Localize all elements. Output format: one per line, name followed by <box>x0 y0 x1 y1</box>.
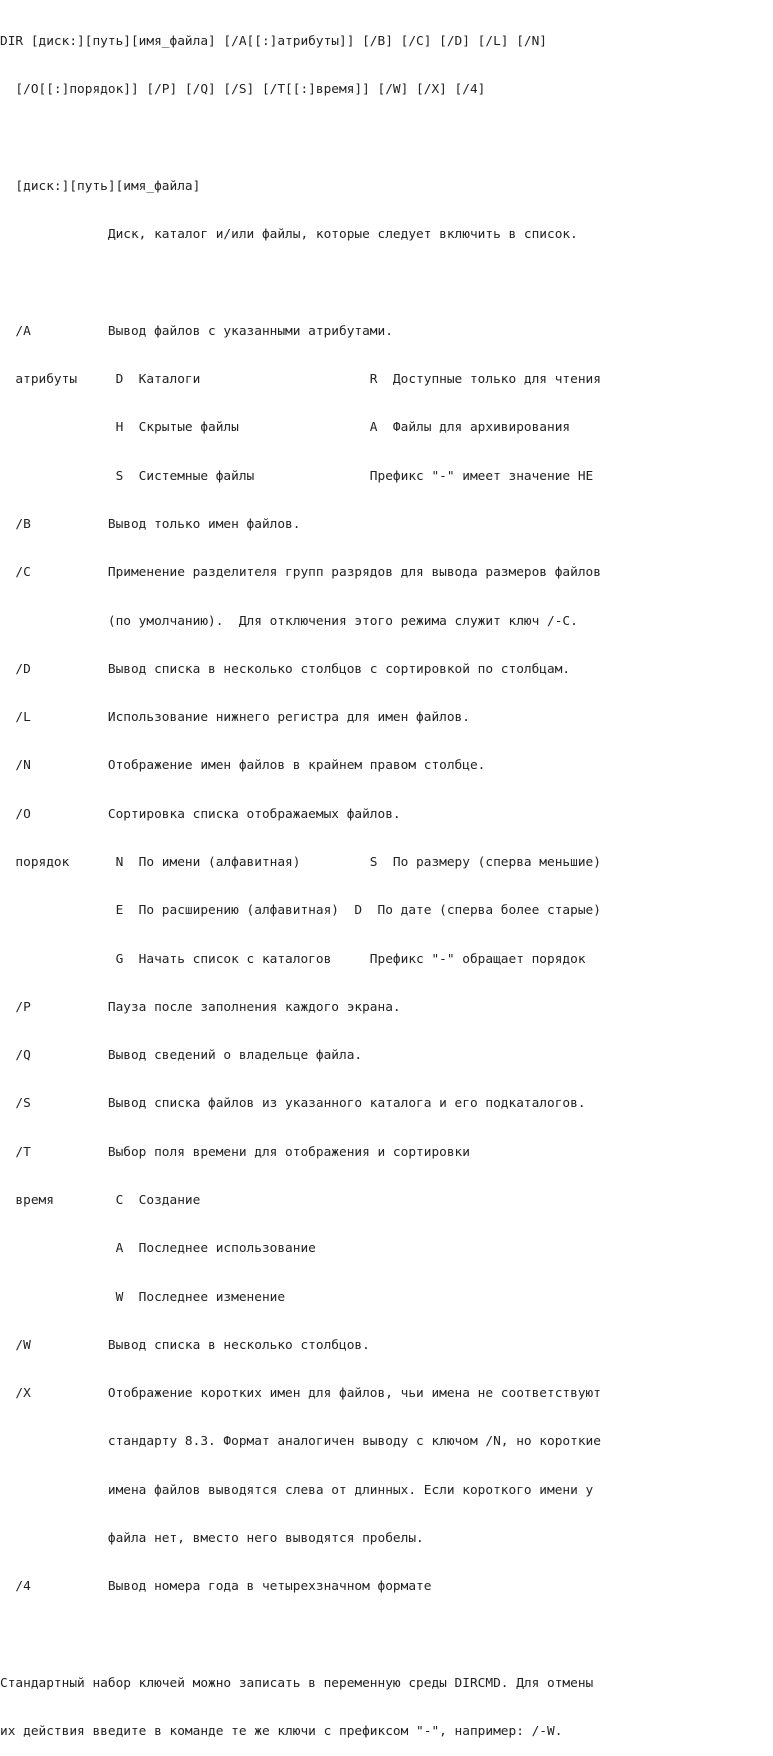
console-line: время C Создание <box>0 1192 201 1208</box>
console-line: /N Отображение имен файлов в крайнем правом столбце. <box>0 758 486 774</box>
console-line: E По расширению (алфавитная) D По дате (сперва более старые) <box>0 903 601 919</box>
console-line: [/O[[:]порядок]] [/P] [/Q] [/S] [/T[[:]время]] [/W] [/X] [/4] <box>0 82 486 98</box>
console-line <box>0 131 773 147</box>
console-line: /O Сортировка списка отображаемых файлов. <box>0 806 401 822</box>
console-line: Стандартный набор ключей можно записать в переменную среды DIRCMD. Для отмены <box>0 1675 594 1691</box>
console-line: /L Использование нижнего регистра для имен файлов. <box>0 710 470 726</box>
console-line: S Системные файлы Префикс "-" имеет значение НЕ <box>0 468 594 484</box>
console-line: /W Вывод списка в несколько столбцов. <box>0 1337 370 1353</box>
console-output <box>0 2 773 1740</box>
console-line: /S Вывод списка файлов из указанного каталога и его подкаталогов. <box>0 1096 586 1112</box>
console-line: A Последнее использование <box>0 1241 316 1257</box>
console-line: /Q Вывод сведений о владельце файла. <box>0 1048 363 1064</box>
console-line: имена файлов выводятся слева от длинных. Если короткого имени у <box>0 1482 594 1498</box>
console-line: H Скрытые файлы A Файлы для архивирования <box>0 420 571 436</box>
console-line: /X Отображение коротких имен для файлов, чьи имена не соответствуют <box>0 1386 601 1402</box>
console-line <box>0 276 773 292</box>
console-line: [диск:][путь][имя_файла] <box>0 179 201 195</box>
console-line: файла нет, вместо него выводятся пробелы. <box>0 1530 424 1546</box>
console-line: /C Применение разделителя групп разрядов для вывода размеров файлов <box>0 565 601 581</box>
console-line: /D Вывод списка в несколько столбцов с сортировкой по столбцам. <box>0 661 571 677</box>
console-line: атрибуты D Каталоги R Доступные только для чтения <box>0 372 601 388</box>
console-line: их действия введите в команде те же ключи с префиксом "-", например: /-W. <box>0 1724 563 1740</box>
console-line: DIR [диск:][путь][имя_файла] [/A[[:]атрибуты]] [/B] [/C] [/D] [/L] [/N] <box>0 34 548 50</box>
console-line: /T Выбор поля времени для отображения и сортировки <box>0 1144 470 1160</box>
console-line: G Начать список с каталогов Префикс "-" обращает порядок <box>0 951 586 967</box>
console-line: W Последнее изменение <box>0 1289 286 1305</box>
console-line: /B Вывод только имен файлов. <box>0 517 301 532</box>
console-line: Диск, каталог и/или файлы, которые следует включить в список. <box>0 227 578 243</box>
console-line: порядок N По имени (алфавитная) S По размеру (сперва меньшие) <box>0 854 601 870</box>
console-line: /A Вывод файлов с указанными атрибутами. <box>0 323 393 339</box>
console-line: (по умолчанию). Для отключения этого режима служит ключ /-C. <box>0 613 578 629</box>
console-line: /P Пауза после заполнения каждого экрана. <box>0 999 401 1015</box>
console-line: /4 Вывод номера года в четырехзначном формате <box>0 1579 432 1595</box>
console-line: стандарту 8.3. Формат аналогичен выводу с ключом /N, но короткие <box>0 1434 601 1450</box>
console-line <box>0 1627 773 1643</box>
